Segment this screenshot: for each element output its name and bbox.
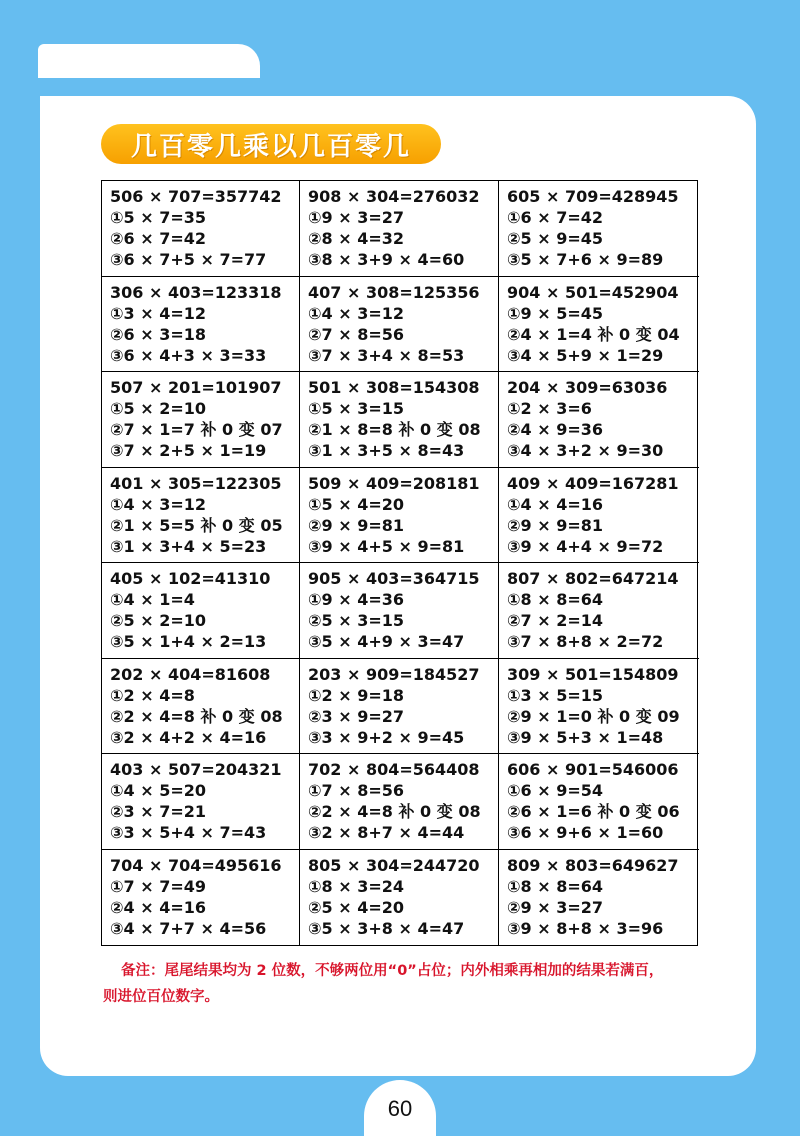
step-3: ③6 × 9+6 × 1=60: [507, 823, 664, 842]
step-1: ①4 × 5=20: [110, 781, 207, 800]
step-1: ①4 × 3=12: [110, 494, 207, 514]
step-2: ②5 × 4=20: [308, 897, 405, 917]
step-2: ②5 × 2=10: [110, 611, 207, 630]
step-3: ③5 × 1+4 × 2=13: [110, 632, 267, 651]
problem-cell: [102, 181, 300, 277]
equation: 809 × 803=649627: [507, 855, 679, 875]
step-2: ②9 × 1=0 补 0 变 09: [507, 706, 680, 726]
problem-cell: [300, 277, 499, 373]
page-number-badge: [364, 1080, 436, 1136]
step-2: ②1 × 8=8 补 0 变 08: [308, 420, 481, 439]
equation: 702 × 804=564408: [308, 760, 480, 779]
step-3: ③3 × 9+2 × 9=45: [308, 727, 465, 747]
step-3: ③7 × 2+5 × 1=19: [110, 441, 267, 460]
equation: 904 × 501=452904: [507, 282, 679, 302]
step-1: ①2 × 4=8: [110, 685, 195, 705]
problem-cell: [300, 659, 499, 755]
step-3: ③3 × 5+4 × 7=43: [110, 823, 267, 842]
step-1: ①4 × 3=12: [308, 303, 405, 323]
equation: 807 × 802=647214: [507, 569, 679, 588]
step-3: ③1 × 3+4 × 5=23: [110, 536, 267, 556]
step-2: ②5 × 9=45: [507, 229, 604, 248]
step-2: ②6 × 7=42: [110, 229, 207, 248]
note: [103, 958, 703, 1010]
equation: 403 × 507=204321: [110, 760, 282, 779]
note-line-2: 则进位百位数字。: [103, 989, 219, 1005]
step-3: ③5 × 7+6 × 9=89: [507, 250, 664, 269]
step-1: ①3 × 4=12: [110, 303, 207, 323]
equation: 405 × 102=41310: [110, 569, 271, 588]
problem-cell: [499, 754, 699, 850]
step-3: ③9 × 8+8 × 3=96: [507, 918, 664, 938]
step-3: ③4 × 5+9 × 1=29: [507, 345, 664, 365]
step-2: ②3 × 9=27: [308, 706, 405, 726]
note-line-1: 备注：尾尾结果均为 2 位数，不够两位用“0”占位；内外相乘再相加的结果若满百，: [121, 963, 664, 979]
step-3: ③6 × 7+5 × 7=77: [110, 250, 267, 269]
page-title: 几百零几乘以几百零几: [130, 131, 411, 162]
title-banner: [101, 124, 441, 164]
equation: 309 × 501=154809: [507, 664, 679, 684]
step-2: ②2 × 4=8 补 0 变 08: [110, 706, 283, 726]
step-2: ②4 × 9=36: [507, 420, 604, 439]
step-3: ③4 × 7+7 × 4=56: [110, 918, 267, 938]
step-1: ①9 × 4=36: [308, 590, 405, 609]
step-3: ③6 × 4+3 × 3=33: [110, 345, 267, 365]
equation: 509 × 409=208181: [308, 473, 480, 493]
step-3: ③4 × 3+2 × 9=30: [507, 441, 664, 460]
equation: 409 × 409=167281: [507, 473, 679, 493]
equation: 203 × 909=184527: [308, 664, 480, 684]
problem-cell: [300, 850, 499, 946]
page-number: 60: [387, 1096, 413, 1121]
step-3: ③8 × 3+9 × 4=60: [308, 250, 465, 269]
problem-cell: [499, 468, 699, 564]
equation: 202 × 404=81608: [110, 664, 271, 684]
step-1: ①7 × 8=56: [308, 781, 405, 800]
step-2: ②9 × 9=81: [308, 515, 405, 535]
problem-cell: [300, 468, 499, 564]
problem-cell: [102, 468, 300, 564]
step-1: ①6 × 9=54: [507, 781, 604, 800]
step-2: ②8 × 4=32: [308, 229, 405, 248]
step-1: ①6 × 7=42: [507, 208, 604, 227]
step-2: ②2 × 4=8 补 0 变 08: [308, 802, 481, 821]
step-1: ①5 × 7=35: [110, 208, 207, 227]
problem-cell: [499, 277, 699, 373]
step-1: ①8 × 8=64: [507, 590, 604, 609]
step-3: ③2 × 4+2 × 4=16: [110, 727, 267, 747]
step-2: ②7 × 1=7 补 0 变 07: [110, 420, 283, 439]
step-1: ①5 × 3=15: [308, 399, 405, 418]
equation: 204 × 309=63036: [507, 378, 668, 397]
problem-cell: [499, 181, 699, 277]
step-2: ②1 × 5=5 补 0 变 05: [110, 515, 283, 535]
step-3: ③5 × 3+8 × 4=47: [308, 918, 465, 938]
step-2: ②9 × 9=81: [507, 515, 604, 535]
step-3: ③9 × 4+5 × 9=81: [308, 536, 465, 556]
step-2: ②3 × 7=21: [110, 802, 207, 821]
problem-cell: [102, 850, 300, 946]
step-3: ③7 × 3+4 × 8=53: [308, 345, 465, 365]
step-2: ②5 × 3=15: [308, 611, 405, 630]
problem-cell: [300, 563, 499, 659]
problem-cell: [499, 659, 699, 755]
step-1: ①5 × 4=20: [308, 494, 405, 514]
problem-cell: [102, 277, 300, 373]
problem-cell: [300, 754, 499, 850]
problem-cell: [499, 372, 699, 468]
equation: 805 × 304=244720: [308, 855, 480, 875]
step-1: ①4 × 4=16: [507, 494, 604, 514]
step-1: ①8 × 8=64: [507, 876, 604, 896]
equation: 506 × 707=357742: [110, 187, 282, 206]
equation: 905 × 403=364715: [308, 569, 480, 588]
step-3: ③2 × 8+7 × 4=44: [308, 823, 465, 842]
problem-cell: [102, 563, 300, 659]
step-2: ②4 × 4=16: [110, 897, 207, 917]
equation: 306 × 403=123318: [110, 282, 282, 302]
problem-cell: [102, 659, 300, 755]
step-2: ②6 × 3=18: [110, 324, 207, 344]
equation: 605 × 709=428945: [507, 187, 679, 206]
step-1: ①3 × 5=15: [507, 685, 604, 705]
step-3: ③7 × 8+8 × 2=72: [507, 632, 664, 651]
equation: 704 × 704=495616: [110, 855, 282, 875]
step-2: ②4 × 1=4 补 0 变 04: [507, 324, 680, 344]
problem-cell: [102, 754, 300, 850]
step-1: ①9 × 3=27: [308, 208, 405, 227]
step-3: ③5 × 4+9 × 3=47: [308, 632, 465, 651]
problem-cell: [499, 563, 699, 659]
step-1: ①8 × 3=24: [308, 876, 405, 896]
problem-cell: [300, 181, 499, 277]
equation: 908 × 304=276032: [308, 187, 480, 206]
header-tab: [38, 44, 260, 78]
equation: 501 × 308=154308: [308, 378, 480, 397]
equation: 401 × 305=122305: [110, 473, 282, 493]
problem-grid: [101, 180, 698, 946]
step-2: ②6 × 1=6 补 0 变 06: [507, 802, 680, 821]
step-2: ②7 × 2=14: [507, 611, 604, 630]
problem-cell: [102, 372, 300, 468]
problem-cell: [300, 372, 499, 468]
step-1: ①9 × 5=45: [507, 303, 604, 323]
step-1: ①4 × 1=4: [110, 590, 195, 609]
step-3: ③9 × 5+3 × 1=48: [507, 727, 664, 747]
step-1: ①2 × 3=6: [507, 399, 592, 418]
step-3: ③9 × 4+4 × 9=72: [507, 536, 664, 556]
step-2: ②9 × 3=27: [507, 897, 604, 917]
problem-cell: [499, 850, 699, 946]
equation: 507 × 201=101907: [110, 378, 282, 397]
equation: 407 × 308=125356: [308, 282, 480, 302]
step-1: ①7 × 7=49: [110, 876, 207, 896]
step-1: ①2 × 9=18: [308, 685, 405, 705]
step-3: ③1 × 3+5 × 8=43: [308, 441, 465, 460]
step-1: ①5 × 2=10: [110, 399, 207, 418]
equation: 606 × 901=546006: [507, 760, 679, 779]
step-2: ②7 × 8=56: [308, 324, 405, 344]
